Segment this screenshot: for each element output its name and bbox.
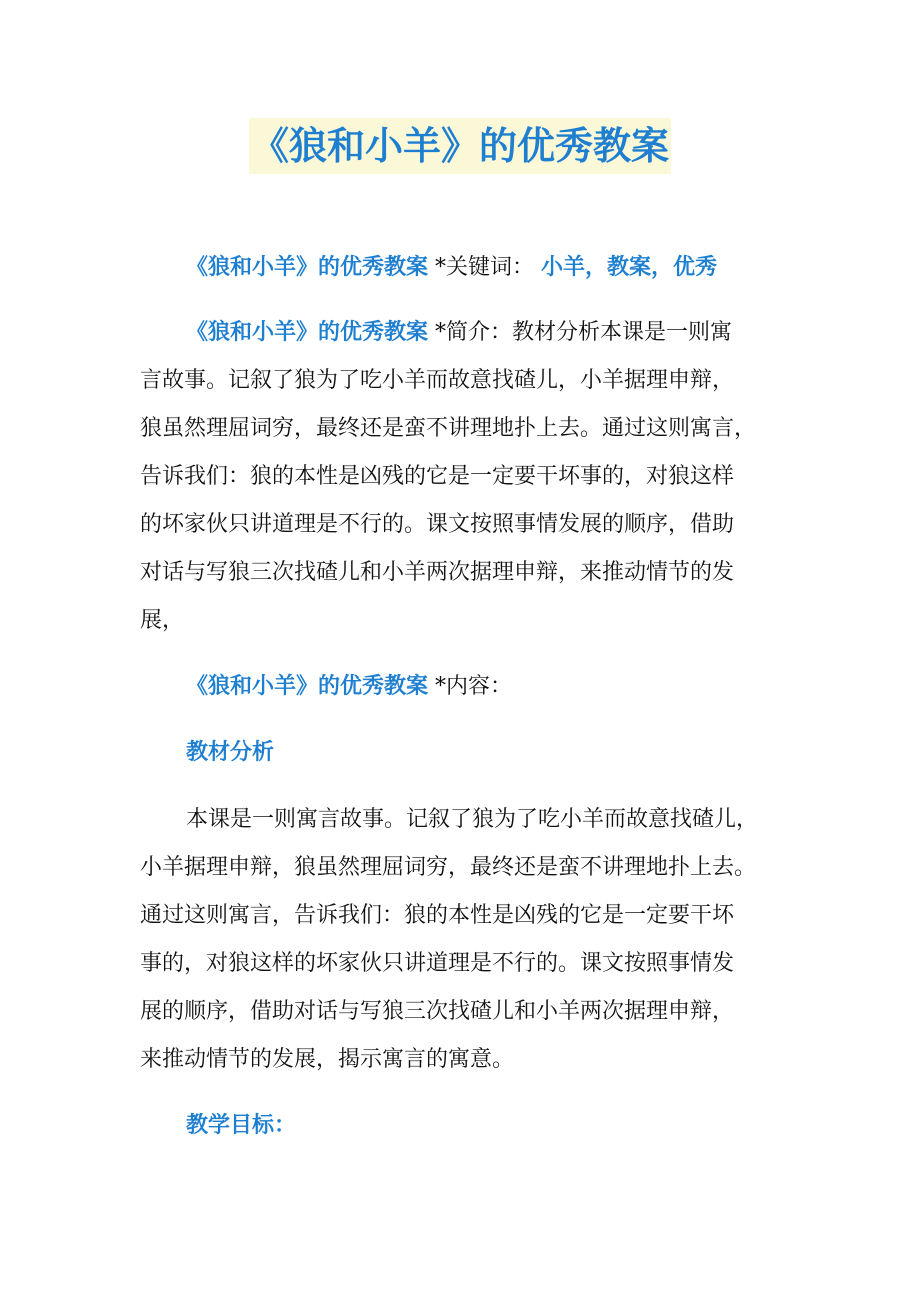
section-heading-objectives: 教学目标：	[186, 1113, 297, 1138]
section-heading-analysis: 教材分析	[186, 740, 275, 765]
summary-doc-name: 《狼和小羊》的优秀教案	[186, 320, 429, 345]
summary-line: 言故事。记叙了狼为了吃小羊而故意找碴儿，小羊据理申辩，	[140, 368, 735, 393]
section-body-line: 本课是一则寓言故事。记叙了狼为了吃小羊而故意找碴儿，	[186, 807, 759, 832]
section-body-line: 事的，对狼这样的坏家伙只讲道理是不行的。课文按照事情发	[140, 951, 735, 976]
keywords-doc-name: 《狼和小羊》的优秀教案	[186, 255, 429, 280]
content-doc-name: 《狼和小羊》的优秀教案	[186, 674, 429, 699]
section-body-line: 通过这则寓言，告诉我们：狼的本性是凶残的它是一定要干坏	[140, 903, 735, 928]
content-line	[186, 663, 836, 711]
keywords-line	[186, 244, 836, 292]
section-body-line: 小羊据理申辩，狼虽然理屈词穷，最终还是蛮不讲理地扑上去。	[140, 855, 757, 880]
section-body-line: 展的顺序，借助对话与写狼三次找碴儿和小羊两次据理申辩，	[140, 999, 735, 1024]
summary-label: *简介：教材分析本课是一则寓	[435, 320, 733, 345]
summary-line: 的坏家伙只讲道理是不行的。课文按照事情发展的顺序，借助	[140, 512, 735, 537]
summary-line: 狼虽然理屈词穷，最终还是蛮不讲理地扑上去。通过这则寓言，	[140, 416, 757, 441]
title-wrapper	[0, 118, 920, 174]
summary-first-line	[186, 309, 836, 357]
summary-line: 对话与写狼三次找碴儿和小羊两次据理申辩，来推动情节的发	[140, 560, 735, 585]
section-body-line: 来推动情节的发展，揭示寓言的寓意。	[140, 1047, 515, 1072]
content-label: *内容：	[435, 674, 513, 699]
keywords-label: *关键词：	[435, 255, 535, 280]
summary-line: 告诉我们：狼的本性是凶残的它是一定要干坏事的，对狼这样	[140, 464, 735, 489]
page-title: 《狼和小羊》的优秀教案	[249, 118, 671, 174]
keywords-value: 小羊，教案，优秀	[541, 255, 718, 280]
summary-line: 展，	[140, 608, 185, 633]
